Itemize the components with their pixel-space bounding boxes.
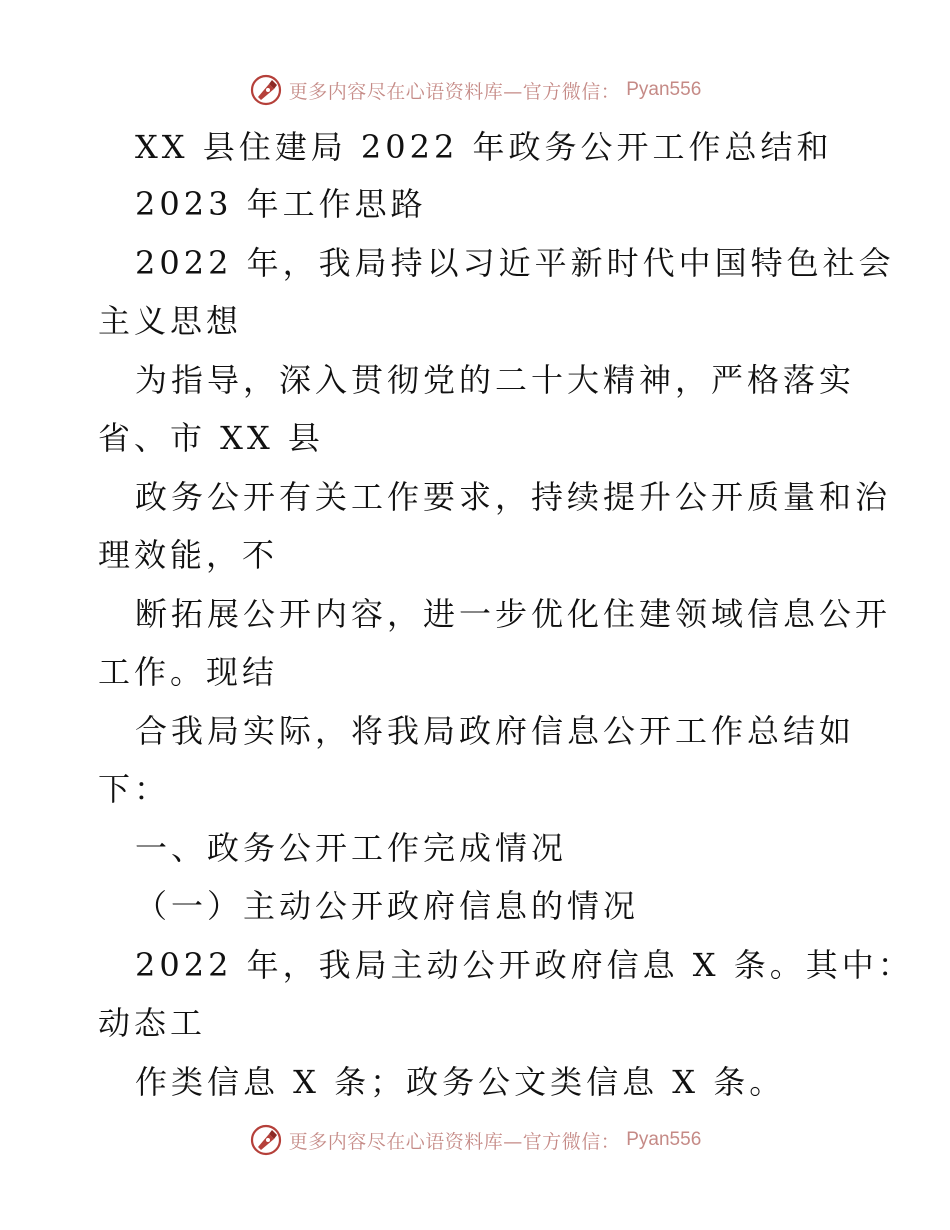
paragraph-line: 理效能，不 [98, 536, 279, 574]
paragraph-line: 断拓展公开内容，进一步优化住建领域信息公开 [135, 595, 892, 633]
paragraph-line: 合我局实际，将我局政府信息公开工作总结如 [135, 712, 856, 750]
document-title-line-1: XX 县住建局 2022 年政务公开工作总结和 [135, 128, 833, 166]
pen-nib-logo-icon [249, 73, 283, 107]
watermark-text: 更多内容尽在心语资料库—官方微信： [288, 80, 621, 103]
watermark-group [249, 1123, 702, 1157]
subsection-heading: （一）主动公开政府信息的情况 [135, 887, 640, 925]
header-watermark [0, 70, 950, 110]
paragraph-line: 主义思想 [98, 302, 243, 340]
watermark-text: 更多内容尽在心语资料库—官方微信： [288, 1130, 621, 1153]
paragraph-line: 2022 年，我局持以习近平新时代中国特色社会 [135, 244, 895, 282]
paragraph-line: 动态工 [98, 1004, 207, 1042]
pen-nib-logo-icon [249, 1123, 283, 1157]
section-heading: 一、政务公开工作完成情况 [135, 829, 568, 867]
paragraph-line: 政务公开有关工作要求，持续提升公开质量和治 [135, 478, 892, 516]
watermark-group [249, 73, 702, 107]
watermark-wechat-id: Pyan556 [626, 1129, 702, 1150]
paragraph-line: 为指导，深入贯彻党的二十大精神，严格落实 [135, 361, 856, 399]
paragraph-line: 省、市 XX 县 [98, 419, 324, 457]
paragraph-line: 作类信息 X 条；政务公文类信息 X 条。 [135, 1063, 786, 1101]
footer-watermark [0, 1120, 950, 1160]
paragraph-line: 工作。现结 [98, 653, 279, 691]
document-title-line-2: 2023 年工作思路 [135, 185, 427, 223]
paragraph-line: 下： [98, 770, 171, 808]
paragraph-line: 2022 年，我局主动公开政府信息 X 条。其中： [135, 946, 914, 984]
watermark-wechat-id: Pyan556 [626, 79, 702, 100]
